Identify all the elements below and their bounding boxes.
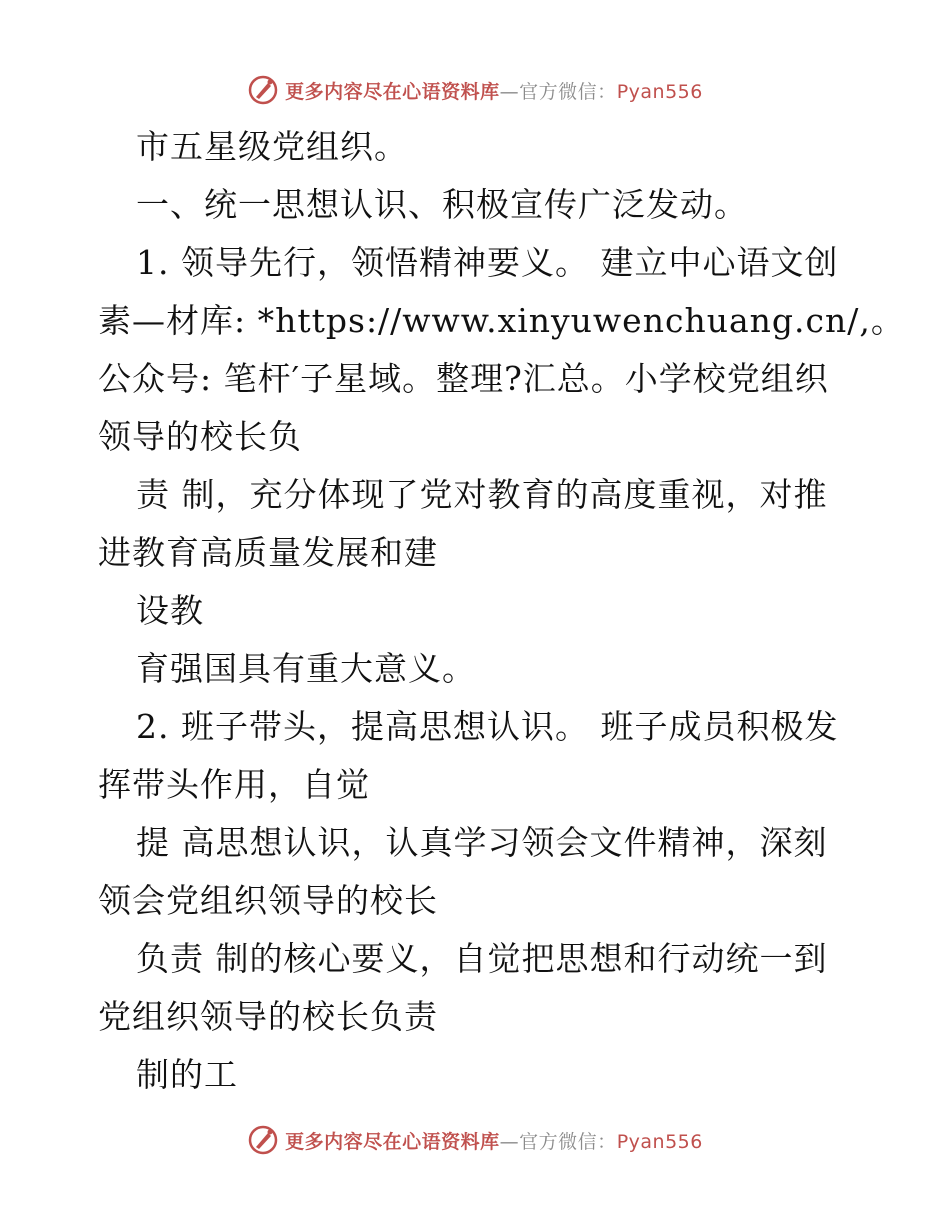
text-line: 市五星级党组织。 [136,127,408,166]
text-line: 领导的校长负 [98,417,302,456]
text-line: 党组织领导的校长负责 [98,997,438,1036]
text-line: 负责 制的核心要义，自觉把思想和行动统一到 [136,939,828,978]
text-line: 2. 班子带头，提高思想认识。 班子成员积极发 [136,707,839,746]
watermark-text [285,77,703,104]
text-line: 设教 [136,591,204,630]
footer-watermark [0,1120,950,1160]
text-line: 一、统一思想认识、积极宣传广泛发动。 [136,185,748,224]
watermark-wechat-label: 官方微信： [519,80,617,103]
document-body [98,118,905,1104]
watermark-separator: — [499,80,520,103]
watermark-wechat-id: Pyan556 [616,1130,703,1153]
text-line: 素—材库: *https://www.xinyuwenchuang.cn/,。 [98,301,905,340]
watermark-text [285,1127,703,1154]
pen-logo-icon [247,1124,279,1156]
text-line: 公众号: 笔杆′子星域。整理?汇总。小学校党组织 [98,359,829,398]
text-line: 领会党组织领导的校长 [98,881,438,920]
watermark-brand: 更多内容尽在心语资料库 [285,80,500,103]
pen-logo-icon [247,74,279,106]
text-line: 育强国具有重大意义。 [136,649,476,688]
text-line: 挥带头作用，自觉 [98,765,370,804]
text-line: 制的工 [136,1055,238,1094]
text-line: 责 制，充分体现了党对教育的高度重视，对推 [136,475,828,514]
watermark-wechat-label: 官方微信： [519,1130,617,1153]
text-line: 进教育高质量发展和建 [98,533,438,572]
watermark-brand: 更多内容尽在心语资料库 [285,1130,500,1153]
watermark-separator: — [499,1130,520,1153]
text-line: 提 高思想认识，认真学习领会文件精神，深刻 [136,823,828,862]
watermark-wechat-id: Pyan556 [616,80,703,103]
header-watermark [0,70,950,110]
text-line: 1. 领导先行，领悟精神要义。 建立中心语文创 [136,243,839,282]
